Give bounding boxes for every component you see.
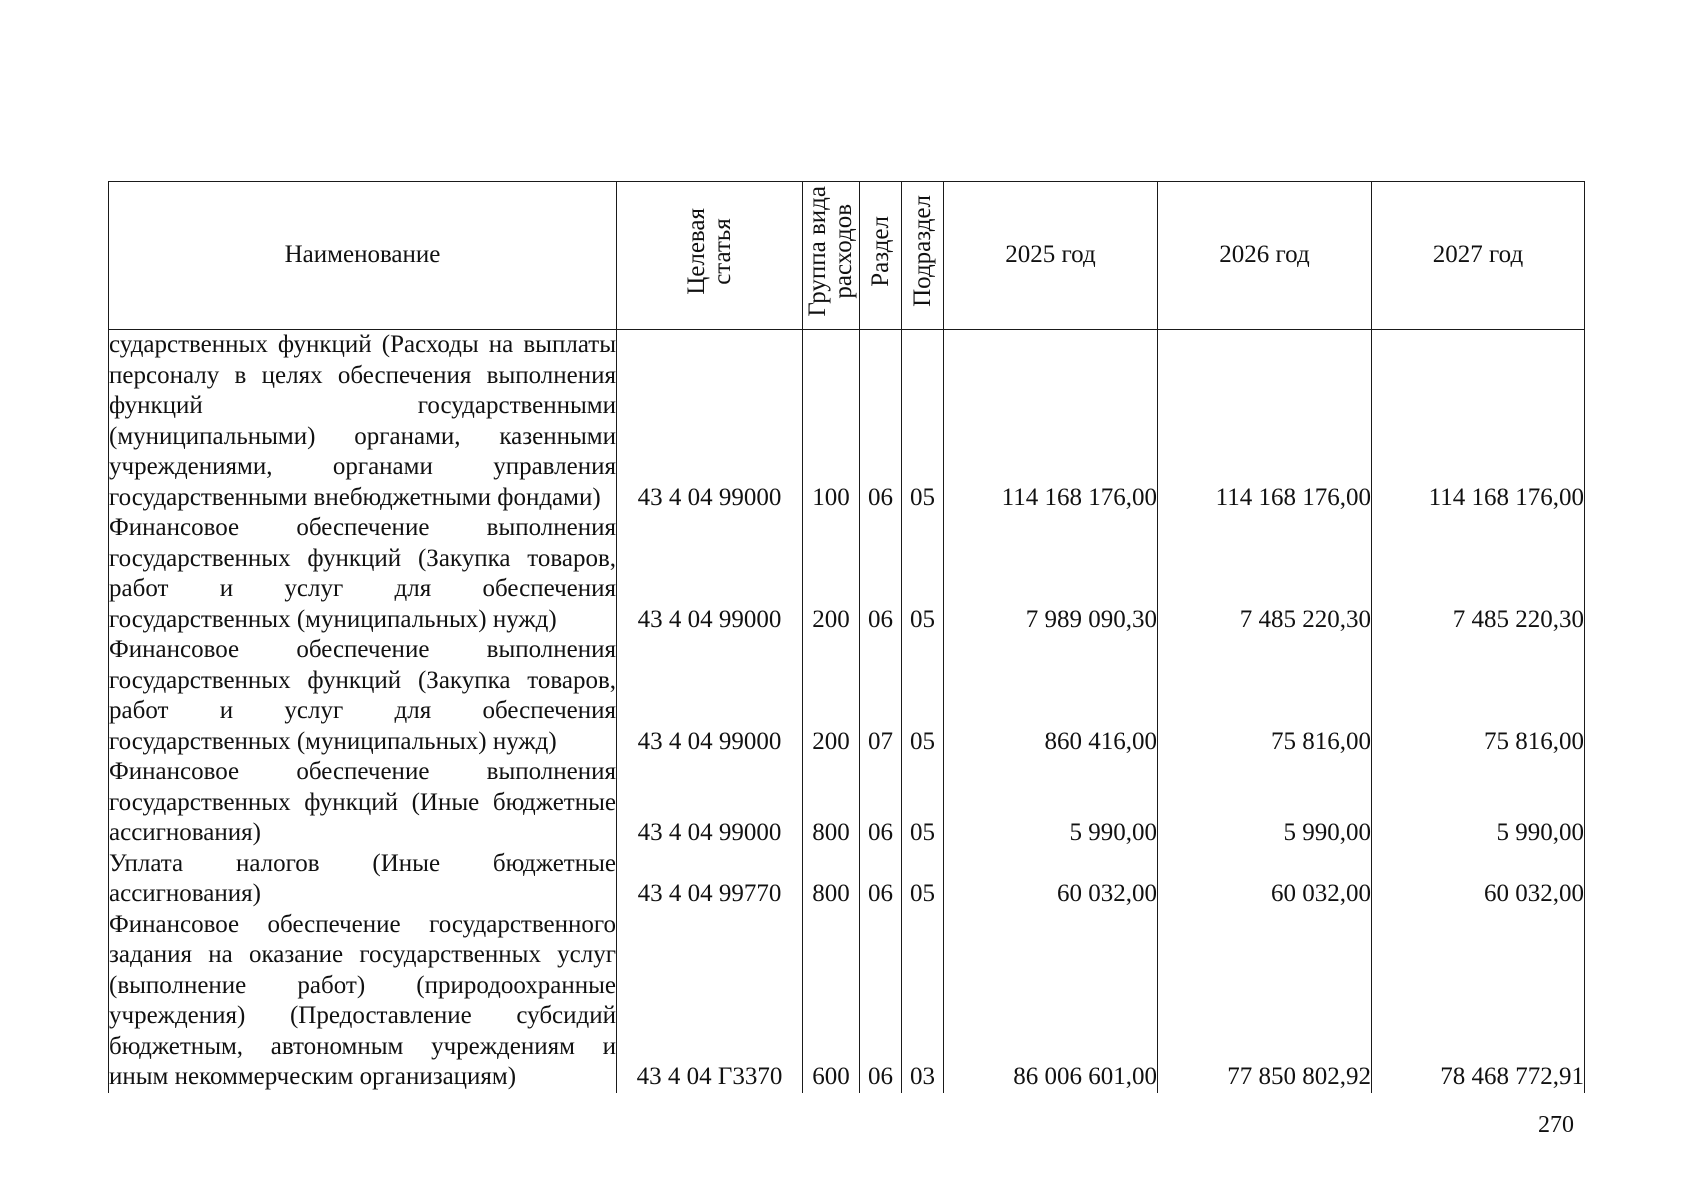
header-subsection (902, 182, 944, 330)
cell-2026: 7 485 220,30 (1158, 513, 1372, 635)
cell-expense-group: 200 (803, 513, 860, 635)
header-2027: 2027 год (1372, 182, 1585, 330)
cell-subsection: 05 (902, 849, 944, 910)
table-row (109, 910, 1585, 1093)
cell-2027: 5 990,00 (1372, 757, 1585, 849)
header-section (860, 182, 902, 330)
table-body (109, 330, 1585, 1093)
budget-table (108, 181, 1585, 1093)
cell-expense-group: 100 (803, 330, 860, 514)
header-expense-group (803, 182, 860, 330)
header-name: Наименование (109, 182, 617, 330)
cell-name: сударственных функций (Расходы на выплаты персоналу в целях обеспечения выполнения функций государственными (муниципальными) органами, казенными учреждениями, органами управления государственными внебюджетными фондами) (109, 330, 617, 514)
header-2026: 2026 год (1158, 182, 1372, 330)
cell-2025: 7 989 090,30 (944, 513, 1158, 635)
cell-name: Финансовое обеспечение государственного задания на оказание государственных услуг (выполнение работ) (природоохранные учреждения) (Предоставление субсидий бюджетным, автономным учреждениям и иным некоммерческим организациям) (109, 910, 617, 1093)
header-expense-group-label: Группа вида расходов (804, 185, 857, 317)
header-section-label: Раздел (866, 215, 894, 287)
header-subsection-label: Подраздел (908, 195, 936, 308)
cell-name: Финансовое обеспечение выполнения государственных функций (Закупка товаров, работ и услуг для обеспечения государственных (муниципальных) нужд) (109, 635, 617, 757)
cell-subsection: 03 (902, 910, 944, 1093)
cell-2026: 77 850 802,92 (1158, 910, 1372, 1093)
cell-subsection: 05 (902, 330, 944, 514)
cell-2027: 60 032,00 (1372, 849, 1585, 910)
cell-section: 06 (860, 849, 902, 910)
cell-expense-group: 800 (803, 757, 860, 849)
cell-name: Финансовое обеспечение выполнения государственных функций (Закупка товаров, работ и услуг для обеспечения государственных (муниципальных) нужд) (109, 513, 617, 635)
table-row (109, 757, 1585, 849)
cell-2026: 5 990,00 (1158, 757, 1372, 849)
cell-subsection: 05 (902, 757, 944, 849)
cell-expense-group: 600 (803, 910, 860, 1093)
cell-2025: 5 990,00 (944, 757, 1158, 849)
cell-target-article: 43 4 04 99000 (617, 330, 803, 514)
table-header (109, 182, 1585, 330)
cell-section: 06 (860, 757, 902, 849)
table-row (109, 635, 1585, 757)
cell-expense-group: 200 (803, 635, 860, 757)
cell-2025: 114 168 176,00 (944, 330, 1158, 514)
cell-2025: 60 032,00 (944, 849, 1158, 910)
cell-2027: 7 485 220,30 (1372, 513, 1585, 635)
cell-section: 06 (860, 910, 902, 1093)
cell-subsection: 05 (902, 635, 944, 757)
cell-section: 06 (860, 513, 902, 635)
table-row (109, 513, 1585, 635)
cell-name: Финансовое обеспечение выполнения государственных функций (Иные бюджетные ассигнования) (109, 757, 617, 849)
cell-target-article: 43 4 04 99770 (617, 849, 803, 910)
cell-2027: 78 468 772,91 (1372, 910, 1585, 1093)
cell-2026: 60 032,00 (1158, 849, 1372, 910)
cell-target-article: 43 4 04 Г3370 (617, 910, 803, 1093)
cell-2025: 860 416,00 (944, 635, 1158, 757)
cell-subsection: 05 (902, 513, 944, 635)
table-row (109, 330, 1585, 514)
cell-name: Уплата налогов (Иные бюджетные ассигнования) (109, 849, 617, 910)
header-2025: 2025 год (944, 182, 1158, 330)
page-number: 270 (1538, 1112, 1574, 1138)
cell-section: 07 (860, 635, 902, 757)
cell-2027: 75 816,00 (1372, 635, 1585, 757)
cell-target-article: 43 4 04 99000 (617, 757, 803, 849)
cell-target-article: 43 4 04 99000 (617, 513, 803, 635)
cell-2026: 75 816,00 (1158, 635, 1372, 757)
header-target-article-label: Целевая статья (682, 207, 736, 295)
cell-section: 06 (860, 330, 902, 514)
cell-target-article: 43 4 04 99000 (617, 635, 803, 757)
cell-2027: 114 168 176,00 (1372, 330, 1585, 514)
cell-expense-group: 800 (803, 849, 860, 910)
header-target-article (617, 182, 803, 330)
table-row (109, 849, 1585, 910)
cell-2025: 86 006 601,00 (944, 910, 1158, 1093)
cell-2026: 114 168 176,00 (1158, 330, 1372, 514)
